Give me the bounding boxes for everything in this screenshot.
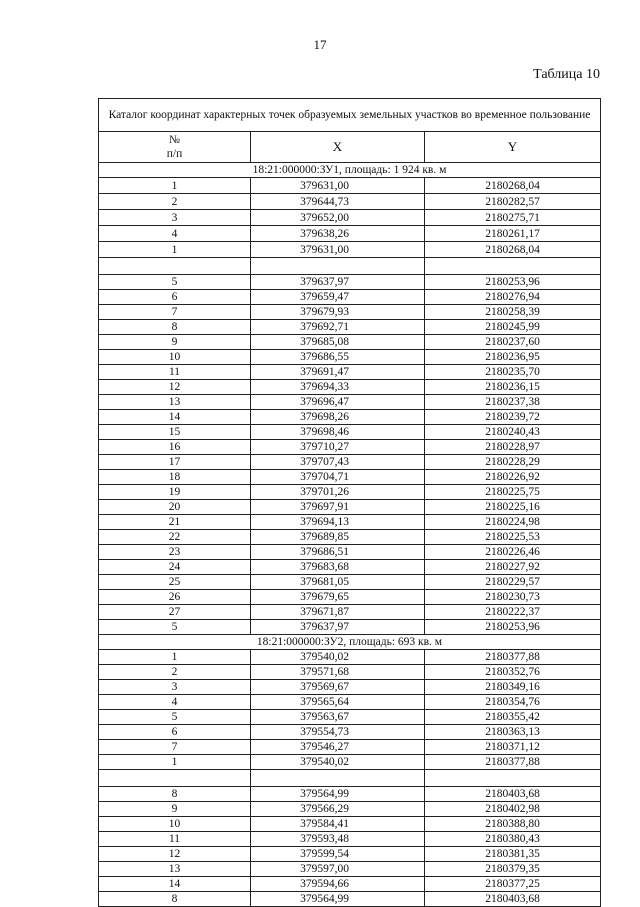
x-coordinate-cell: 379597,00 <box>251 862 425 877</box>
empty-cell <box>251 770 425 787</box>
y-coordinate-cell: 2180380,43 <box>425 832 601 847</box>
table-row <box>99 680 601 695</box>
point-number-cell: 5 <box>99 710 251 725</box>
x-coordinate-cell: 379683,68 <box>251 560 425 575</box>
table-row <box>99 817 601 832</box>
point-number-cell: 15 <box>99 425 251 440</box>
table-row <box>99 530 601 545</box>
point-number-cell: 1 <box>99 242 251 258</box>
y-coordinate-cell: 2180222,37 <box>425 605 601 620</box>
empty-cell <box>99 258 251 275</box>
x-coordinate-cell: 379554,73 <box>251 725 425 740</box>
x-coordinate-cell: 379704,71 <box>251 470 425 485</box>
y-coordinate-cell: 2180253,96 <box>425 620 601 635</box>
x-coordinate-cell: 379571,68 <box>251 665 425 680</box>
x-coordinate-cell: 379584,41 <box>251 817 425 832</box>
x-coordinate-cell: 379631,00 <box>251 242 425 258</box>
point-number-cell: 16 <box>99 440 251 455</box>
catalog-body <box>99 99 601 907</box>
y-coordinate-cell: 2180226,46 <box>425 545 601 560</box>
point-number-cell: 1 <box>99 755 251 770</box>
point-number-cell: 20 <box>99 500 251 515</box>
x-coordinate-cell: 379652,00 <box>251 210 425 226</box>
point-number-cell: 6 <box>99 725 251 740</box>
x-coordinate-cell: 379569,67 <box>251 680 425 695</box>
table-row <box>99 695 601 710</box>
y-coordinate-cell: 2180228,97 <box>425 440 601 455</box>
x-coordinate-cell: 379540,02 <box>251 650 425 665</box>
table-row <box>99 305 601 320</box>
y-coordinate-cell: 2180239,72 <box>425 410 601 425</box>
point-number-cell: 4 <box>99 695 251 710</box>
y-coordinate-cell: 2180355,42 <box>425 710 601 725</box>
x-coordinate-cell: 379540,02 <box>251 755 425 770</box>
table-label: Таблица 10 <box>533 67 600 82</box>
y-coordinate-cell: 2180371,12 <box>425 740 601 755</box>
x-coordinate-cell: 379692,71 <box>251 320 425 335</box>
table-row <box>99 275 601 290</box>
x-coordinate-cell: 379594,66 <box>251 877 425 892</box>
point-number-cell: 7 <box>99 740 251 755</box>
point-number-cell: 5 <box>99 620 251 635</box>
y-coordinate-cell: 2180381,35 <box>425 847 601 862</box>
table-row <box>99 832 601 847</box>
y-coordinate-cell: 2180240,43 <box>425 425 601 440</box>
y-coordinate-cell: 2180363,13 <box>425 725 601 740</box>
point-number-cell: 4 <box>99 226 251 242</box>
x-coordinate-cell: 379694,33 <box>251 380 425 395</box>
table-row <box>99 620 601 635</box>
table-row <box>99 877 601 892</box>
table-row <box>99 500 601 515</box>
header-number <box>99 132 251 163</box>
header-y: Y <box>425 132 601 163</box>
table-header-row <box>99 132 601 163</box>
x-coordinate-cell: 379697,91 <box>251 500 425 515</box>
x-coordinate-cell: 379691,47 <box>251 365 425 380</box>
point-number-cell: 23 <box>99 545 251 560</box>
x-coordinate-cell: 379637,97 <box>251 275 425 290</box>
table-row <box>99 395 601 410</box>
x-coordinate-cell: 379644,73 <box>251 194 425 210</box>
x-coordinate-cell: 379566,29 <box>251 802 425 817</box>
point-number-cell: 6 <box>99 290 251 305</box>
point-number-cell: 1 <box>99 178 251 194</box>
point-number-cell: 12 <box>99 847 251 862</box>
table-row <box>99 892 601 907</box>
x-coordinate-cell: 379681,05 <box>251 575 425 590</box>
contour-separator-row <box>99 770 601 787</box>
table-row <box>99 226 601 242</box>
x-coordinate-cell: 379694,13 <box>251 515 425 530</box>
table-row <box>99 365 601 380</box>
point-number-cell: 2 <box>99 665 251 680</box>
y-coordinate-cell: 2180225,75 <box>425 485 601 500</box>
point-number-cell: 14 <box>99 877 251 892</box>
y-coordinate-cell: 2180349,16 <box>425 680 601 695</box>
y-coordinate-cell: 2180377,25 <box>425 877 601 892</box>
point-number-cell: 9 <box>99 335 251 350</box>
x-coordinate-cell: 379686,55 <box>251 350 425 365</box>
y-coordinate-cell: 2180235,70 <box>425 365 601 380</box>
y-coordinate-cell: 2180225,53 <box>425 530 601 545</box>
y-coordinate-cell: 2180268,04 <box>425 178 601 194</box>
empty-cell <box>425 258 601 275</box>
y-coordinate-cell: 2180229,57 <box>425 575 601 590</box>
table-row <box>99 242 601 258</box>
y-coordinate-cell: 2180377,88 <box>425 755 601 770</box>
point-number-cell: 12 <box>99 380 251 395</box>
point-number-cell: 7 <box>99 305 251 320</box>
section-header-row <box>99 163 601 178</box>
x-coordinate-cell: 379564,99 <box>251 892 425 907</box>
table-title: Каталог координат характерных точек образуемых земельных участков во временное пользование <box>99 99 601 132</box>
y-coordinate-cell: 2180228,29 <box>425 455 601 470</box>
table-row <box>99 194 601 210</box>
y-coordinate-cell: 2180236,15 <box>425 380 601 395</box>
y-coordinate-cell: 2180230,73 <box>425 590 601 605</box>
point-number-cell: 11 <box>99 832 251 847</box>
y-coordinate-cell: 2180236,95 <box>425 350 601 365</box>
table-row <box>99 575 601 590</box>
table-row <box>99 425 601 440</box>
point-number-cell: 2 <box>99 194 251 210</box>
point-number-cell: 13 <box>99 862 251 877</box>
table-row <box>99 515 601 530</box>
table-row <box>99 485 601 500</box>
point-number-cell: 10 <box>99 817 251 832</box>
section-title: 18:21:000000:ЗУ1, площадь: 1 924 кв. м <box>99 163 601 178</box>
point-number-cell: 1 <box>99 650 251 665</box>
x-coordinate-cell: 379698,46 <box>251 425 425 440</box>
table-row <box>99 410 601 425</box>
y-coordinate-cell: 2180377,88 <box>425 650 601 665</box>
point-number-cell: 22 <box>99 530 251 545</box>
table-row <box>99 560 601 575</box>
y-coordinate-cell: 2180379,35 <box>425 862 601 877</box>
table-row <box>99 755 601 770</box>
table-row <box>99 847 601 862</box>
table-row <box>99 862 601 877</box>
y-coordinate-cell: 2180224,98 <box>425 515 601 530</box>
x-coordinate-cell: 379638,26 <box>251 226 425 242</box>
table-row <box>99 470 601 485</box>
table-row <box>99 710 601 725</box>
y-coordinate-cell: 2180388,80 <box>425 817 601 832</box>
y-coordinate-cell: 2180354,76 <box>425 695 601 710</box>
section-header-row <box>99 635 601 650</box>
point-number-cell: 10 <box>99 350 251 365</box>
x-coordinate-cell: 379701,26 <box>251 485 425 500</box>
x-coordinate-cell: 379593,48 <box>251 832 425 847</box>
table-row <box>99 605 601 620</box>
x-coordinate-cell: 379565,64 <box>251 695 425 710</box>
point-number-cell: 8 <box>99 892 251 907</box>
coordinate-catalog-table <box>98 98 601 907</box>
table-row <box>99 380 601 395</box>
point-number-cell: 27 <box>99 605 251 620</box>
point-number-cell: 5 <box>99 275 251 290</box>
y-coordinate-cell: 2180237,60 <box>425 335 601 350</box>
point-number-cell: 21 <box>99 515 251 530</box>
y-coordinate-cell: 2180276,94 <box>425 290 601 305</box>
table-row <box>99 455 601 470</box>
table-row <box>99 650 601 665</box>
table-row <box>99 802 601 817</box>
table-row <box>99 665 601 680</box>
y-coordinate-cell: 2180275,71 <box>425 210 601 226</box>
point-number-cell: 18 <box>99 470 251 485</box>
table-row <box>99 590 601 605</box>
point-number-cell: 3 <box>99 210 251 226</box>
point-number-cell: 24 <box>99 560 251 575</box>
x-coordinate-cell: 379599,54 <box>251 847 425 862</box>
table-row <box>99 335 601 350</box>
x-coordinate-cell: 379546,27 <box>251 740 425 755</box>
y-coordinate-cell: 2180253,96 <box>425 275 601 290</box>
y-coordinate-cell: 2180402,98 <box>425 802 601 817</box>
point-number-cell: 9 <box>99 802 251 817</box>
point-number-cell: 25 <box>99 575 251 590</box>
x-coordinate-cell: 379679,93 <box>251 305 425 320</box>
table-row <box>99 350 601 365</box>
point-number-cell: 13 <box>99 395 251 410</box>
x-coordinate-cell: 379564,99 <box>251 787 425 802</box>
x-coordinate-cell: 379685,08 <box>251 335 425 350</box>
point-number-cell: 3 <box>99 680 251 695</box>
empty-cell <box>251 258 425 275</box>
empty-cell <box>425 770 601 787</box>
x-coordinate-cell: 379710,27 <box>251 440 425 455</box>
y-coordinate-cell: 2180227,92 <box>425 560 601 575</box>
point-number-cell: 26 <box>99 590 251 605</box>
x-coordinate-cell: 379696,47 <box>251 395 425 410</box>
table-row <box>99 178 601 194</box>
y-coordinate-cell: 2180261,17 <box>425 226 601 242</box>
point-number-cell: 8 <box>99 787 251 802</box>
table-row <box>99 725 601 740</box>
table-row <box>99 545 601 560</box>
x-coordinate-cell: 379698,26 <box>251 410 425 425</box>
x-coordinate-cell: 379689,85 <box>251 530 425 545</box>
x-coordinate-cell: 379679,65 <box>251 590 425 605</box>
x-coordinate-cell: 379707,43 <box>251 455 425 470</box>
y-coordinate-cell: 2180225,16 <box>425 500 601 515</box>
y-coordinate-cell: 2180352,76 <box>425 665 601 680</box>
y-coordinate-cell: 2180403,68 <box>425 892 601 907</box>
y-coordinate-cell: 2180258,39 <box>425 305 601 320</box>
page-number: 17 <box>313 37 327 52</box>
header-number-line2: п/п <box>166 148 183 160</box>
table-row <box>99 210 601 226</box>
y-coordinate-cell: 2180237,38 <box>425 395 601 410</box>
point-number-cell: 8 <box>99 320 251 335</box>
x-coordinate-cell: 379659,47 <box>251 290 425 305</box>
y-coordinate-cell: 2180268,04 <box>425 242 601 258</box>
y-coordinate-cell: 2180245,99 <box>425 320 601 335</box>
point-number-cell: 11 <box>99 365 251 380</box>
table-title-row <box>99 99 601 132</box>
header-number-line1: № <box>169 134 180 146</box>
x-coordinate-cell: 379686,51 <box>251 545 425 560</box>
point-number-cell: 19 <box>99 485 251 500</box>
table-row <box>99 740 601 755</box>
x-coordinate-cell: 379631,00 <box>251 178 425 194</box>
y-coordinate-cell: 2180282,57 <box>425 194 601 210</box>
point-number-cell: 14 <box>99 410 251 425</box>
header-x: X <box>251 132 425 163</box>
table-row <box>99 290 601 305</box>
empty-cell <box>99 770 251 787</box>
table-row <box>99 787 601 802</box>
y-coordinate-cell: 2180403,68 <box>425 787 601 802</box>
y-coordinate-cell: 2180226,92 <box>425 470 601 485</box>
x-coordinate-cell: 379671,87 <box>251 605 425 620</box>
contour-separator-row <box>99 258 601 275</box>
table-row <box>99 440 601 455</box>
section-title: 18:21:000000:ЗУ2, площадь: 693 кв. м <box>99 635 601 650</box>
table-row <box>99 320 601 335</box>
x-coordinate-cell: 379637,97 <box>251 620 425 635</box>
x-coordinate-cell: 379563,67 <box>251 710 425 725</box>
point-number-cell: 17 <box>99 455 251 470</box>
